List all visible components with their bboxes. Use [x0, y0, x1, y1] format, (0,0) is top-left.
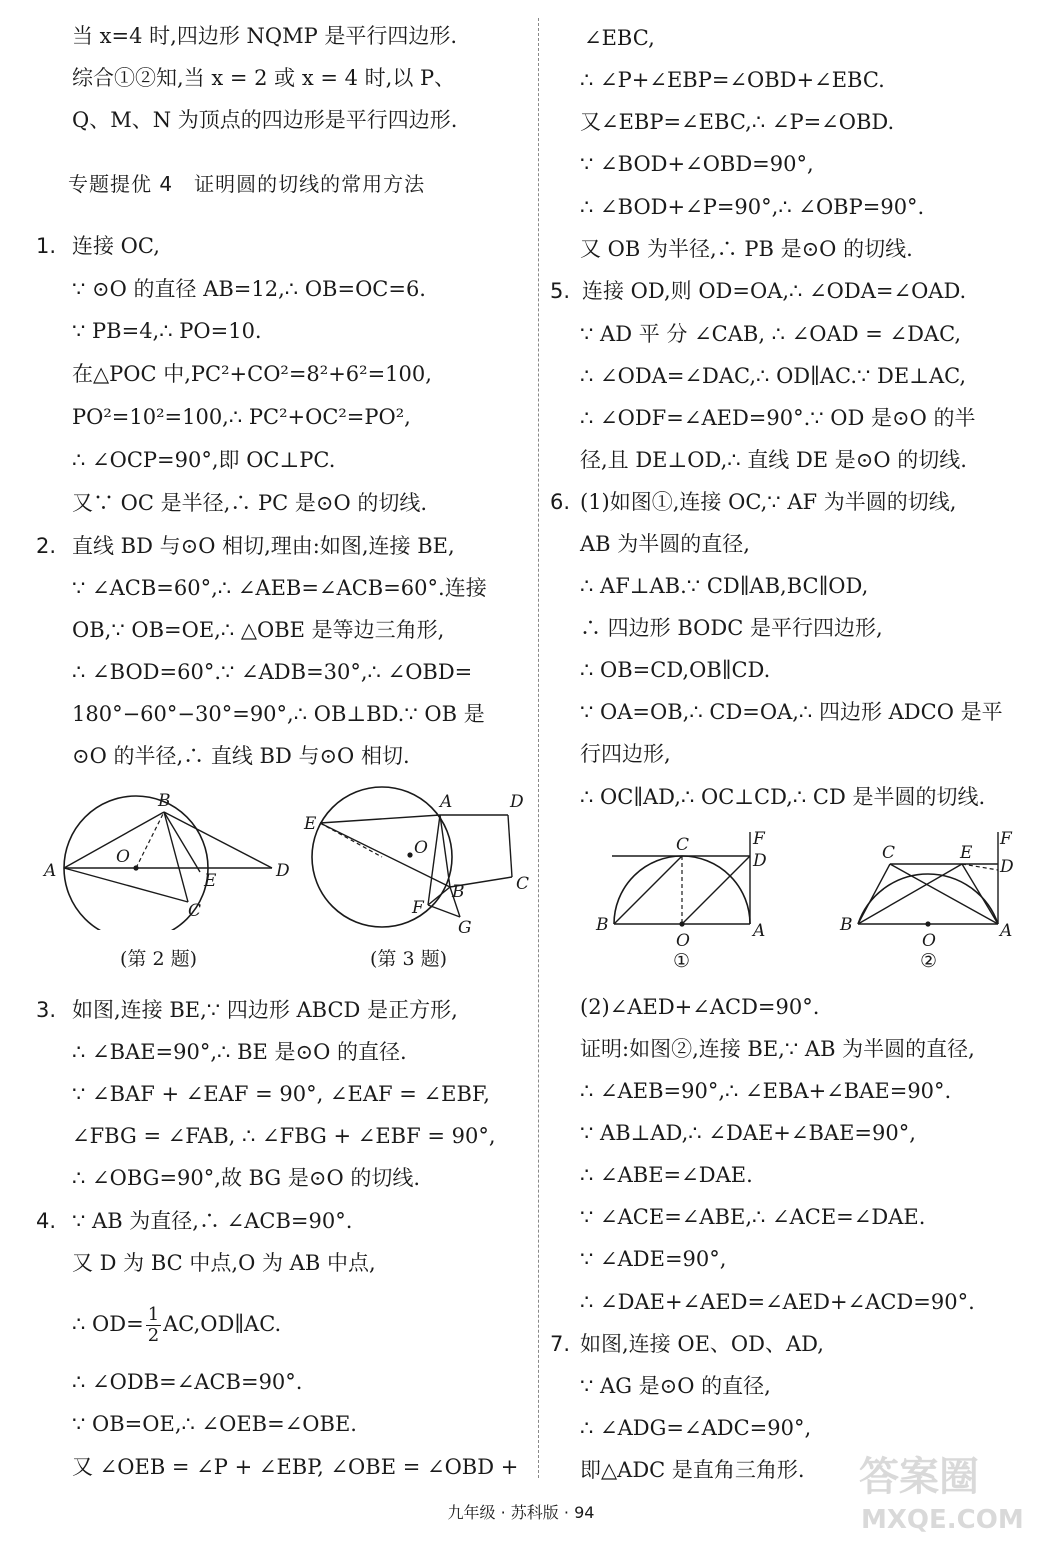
figure-problem-3: [300, 785, 530, 940]
label-O: O: [116, 847, 130, 867]
text-line: 行四边形,: [580, 742, 671, 766]
figure-caption: ②: [920, 950, 938, 972]
text-line: ∴ ∠OBG=90°,故 BG 是⊙O 的切线.: [72, 1166, 421, 1190]
text-line: ∴ ∠ABE=∠DAE.: [580, 1163, 753, 1187]
label-G: G: [458, 918, 472, 938]
label-E: E: [304, 814, 317, 834]
fraction-suffix: AC,OD∥AC.: [163, 1312, 282, 1336]
text-line: 180°−60°−30°=90°,∴ OB⊥BD.∵ OB 是: [72, 702, 485, 726]
text-line: ∵ OB=OE,∴ ∠OEB=∠OBE.: [72, 1412, 357, 1436]
fraction-line: [72, 1304, 281, 1346]
text-line: ∵ ∠ADE=90°,: [580, 1247, 727, 1271]
text-line: ∵ ∠ACE=∠ABE,∴ ∠ACE=∠DAE.: [580, 1205, 926, 1229]
text-line: ∴ ∠BOD=60°.∵ ∠ADB=30°,∴ ∠OBD=: [72, 660, 473, 684]
text-line: 即△ADC 是直角三角形.: [580, 1458, 805, 1482]
label-B: B: [840, 915, 853, 935]
label-E: E: [960, 843, 973, 863]
text-line: 又 D 为 BC 中点,O 为 AB 中点,: [72, 1251, 376, 1275]
problem-number: 3.: [36, 998, 57, 1022]
label-C: C: [882, 843, 896, 863]
text-line: 如图,连接 OE、OD、AD,: [580, 1332, 824, 1356]
text-line: ∵ AD 平 分 ∠CAB, ∴ ∠OAD = ∠DAC,: [580, 322, 962, 346]
text-line: ∴ ∠ODA=∠DAC,∴ OD∥AC.∵ DE⊥AC,: [580, 364, 967, 388]
figure-caption: (第 2 题): [120, 948, 197, 970]
text-line: 又 ∠OEB = ∠P + ∠EBP, ∠OBE = ∠OBD +: [72, 1455, 519, 1479]
problem-number: 7.: [550, 1332, 571, 1356]
label-B: B: [452, 882, 465, 902]
text-line: ∴ ∠AEB=90°,∴ ∠EBA+∠BAE=90°.: [580, 1079, 952, 1103]
text-line: ∵ AB 为直径,∴ ∠ACB=90°.: [72, 1209, 353, 1233]
text-line: 直线 BD 与⊙O 相切,理由:如图,连接 BE,: [72, 534, 455, 558]
text-line: ∴ AF⊥AB.∵ CD∥AB,BC∥OD,: [580, 574, 869, 598]
text-line: ∠FBG = ∠FAB, ∴ ∠FBG + ∠EBF = 90°,: [72, 1124, 496, 1148]
text-line: ∴ OC∥AD,∴ OC⊥CD,∴ CD 是半圆的切线.: [580, 785, 986, 809]
label-D: D: [1000, 857, 1014, 877]
text-line: ∴ 四边形 BODC 是平行四边形,: [580, 616, 883, 640]
text-line: ∵ AB⊥AD,∴ ∠DAE+∠BAE=90°,: [580, 1121, 916, 1145]
text-line: PO²=10²=100,∴ PC²+OC²=PO²,: [72, 405, 411, 429]
figure-caption: (第 3 题): [370, 948, 447, 970]
text-line: ∵ OA=OB,∴ CD=OA,∴ 四边形 ADCO 是平: [580, 700, 1003, 724]
problem-number: 4.: [36, 1209, 57, 1233]
text-line: ⊙O 的半径,∴ 直线 BD 与⊙O 相切.: [72, 744, 410, 768]
text-line: (1)如图①,连接 OC,∵ AF 为半圆的切线,: [580, 490, 957, 514]
text-line: 又∠EBP=∠EBC,∴ ∠P=∠OBD.: [580, 110, 895, 134]
text-line: ∵ AG 是⊙O 的直径,: [580, 1374, 771, 1398]
text-line: 证明:如图②,连接 BE,∵ AB 为半圆的直径,: [580, 1037, 975, 1061]
fraction-prefix: ∴ OD=: [72, 1312, 144, 1336]
problem-number: 6.: [550, 490, 571, 514]
watermark-logo: [853, 1448, 1028, 1536]
text-line: 综合①②知,当 x = 2 或 x = 4 时,以 P、: [72, 66, 456, 90]
problem-number: 1.: [36, 234, 57, 258]
text-line: (2)∠AED+∠ACD=90°.: [580, 995, 820, 1019]
label-D: D: [276, 861, 290, 881]
label-O: O: [922, 931, 936, 951]
text-line: ∴ OB=CD,OB∥CD.: [580, 658, 771, 682]
figure-caption: ①: [673, 950, 691, 972]
text-line: 又∵ OC 是半径,∴ PC 是⊙O 的切线.: [72, 491, 428, 515]
text-line: ∵ ∠ACB=60°,∴ ∠AEB=∠ACB=60°.连接: [72, 576, 487, 600]
label-C: C: [188, 901, 202, 921]
text-line: ∴ ∠ODF=∠AED=90°.∵ OD 是⊙O 的半: [580, 406, 976, 430]
text-line: ∴ ∠BAE=90°,∴ BE 是⊙O 的直径.: [72, 1040, 407, 1064]
text-line: ∴ ∠ADG=∠ADC=90°,: [580, 1416, 812, 1440]
section-title: 专题提优 4 证明圆的切线的常用方法: [68, 172, 426, 196]
label-B: B: [158, 791, 171, 811]
label-O: O: [676, 931, 690, 951]
text-line: 连接 OC,: [72, 234, 160, 258]
text-line: ∴ ∠DAE+∠AED=∠AED+∠ACD=90°.: [580, 1290, 975, 1314]
label-F: F: [412, 898, 424, 918]
figure-problem-2: [40, 790, 310, 930]
text-line: ∴ ∠ODB=∠ACB=90°.: [72, 1370, 303, 1394]
text-line: ∠EBC,: [584, 26, 655, 50]
text-line: 连接 OD,则 OD=OA,∴ ∠ODA=∠OAD.: [582, 279, 967, 303]
text-line: 又 OB 为半径,∴ PB 是⊙O 的切线.: [580, 237, 913, 261]
label-F: F: [753, 829, 765, 849]
label-E: E: [204, 871, 217, 891]
label-O: O: [414, 838, 428, 858]
text-line: ∴ ∠P+∠EBP=∠OBD+∠EBC.: [580, 68, 885, 92]
text-line: ∵ ∠BOD+∠OBD=90°,: [580, 152, 814, 176]
fraction-numerator: 1: [147, 1304, 160, 1325]
label-D: D: [753, 851, 767, 871]
label-C: C: [516, 874, 530, 894]
text-line: ∴ ∠BOD+∠P=90°,∴ ∠OBP=90°.: [580, 195, 925, 219]
svg-text:答案圈: 答案圈: [859, 1454, 979, 1500]
label-C: C: [676, 835, 690, 855]
label-D: D: [510, 792, 524, 812]
text-line: 在△POC 中,PC²+CO²=8²+6²=100,: [72, 362, 432, 386]
fraction-denominator: 2: [147, 1325, 160, 1346]
label-F: F: [1000, 829, 1012, 849]
text-line: ∵ ∠BAF + ∠EAF = 90°, ∠EAF = ∠EBF,: [72, 1082, 490, 1106]
label-A: A: [1000, 921, 1013, 941]
text-line: ∵ ⊙O 的直径 AB=12,∴ OB=OC=6.: [72, 277, 426, 301]
text-line: 径,且 DE⊥OD,∴ 直线 DE 是⊙O 的切线.: [580, 448, 967, 472]
label-B: B: [596, 915, 609, 935]
text-line: ∴ ∠OCP=90°,即 OC⊥PC.: [72, 448, 336, 472]
label-A: A: [440, 792, 453, 812]
label-A: A: [753, 921, 766, 941]
page-footer: 九年级 · 苏科版 · 94: [447, 1503, 595, 1522]
label-A: A: [44, 861, 57, 881]
text-line: 当 x=4 时,四边形 NQMP 是平行四边形.: [72, 24, 458, 48]
text-line: 如图,连接 BE,∵ 四边形 ABCD 是正方形,: [72, 998, 458, 1022]
fraction: [146, 1305, 161, 1346]
figure-problem-6-1: [590, 826, 780, 951]
svg-text:MXQE.COM: MXQE.COM: [861, 1505, 1024, 1535]
text-line: Q、M、N 为顶点的四边形是平行四边形.: [72, 108, 458, 132]
figure-problem-6-2: [836, 826, 1016, 951]
problem-number: 2.: [36, 534, 57, 558]
text-line: AB 为半圆的直径,: [580, 532, 750, 556]
text-line: ∵ PB=4,∴ PO=10.: [72, 319, 262, 343]
column-divider: [538, 18, 539, 1478]
problem-number: 5.: [550, 279, 571, 303]
text-line: OB,∵ OB=OE,∴ △OBE 是等边三角形,: [72, 618, 445, 642]
